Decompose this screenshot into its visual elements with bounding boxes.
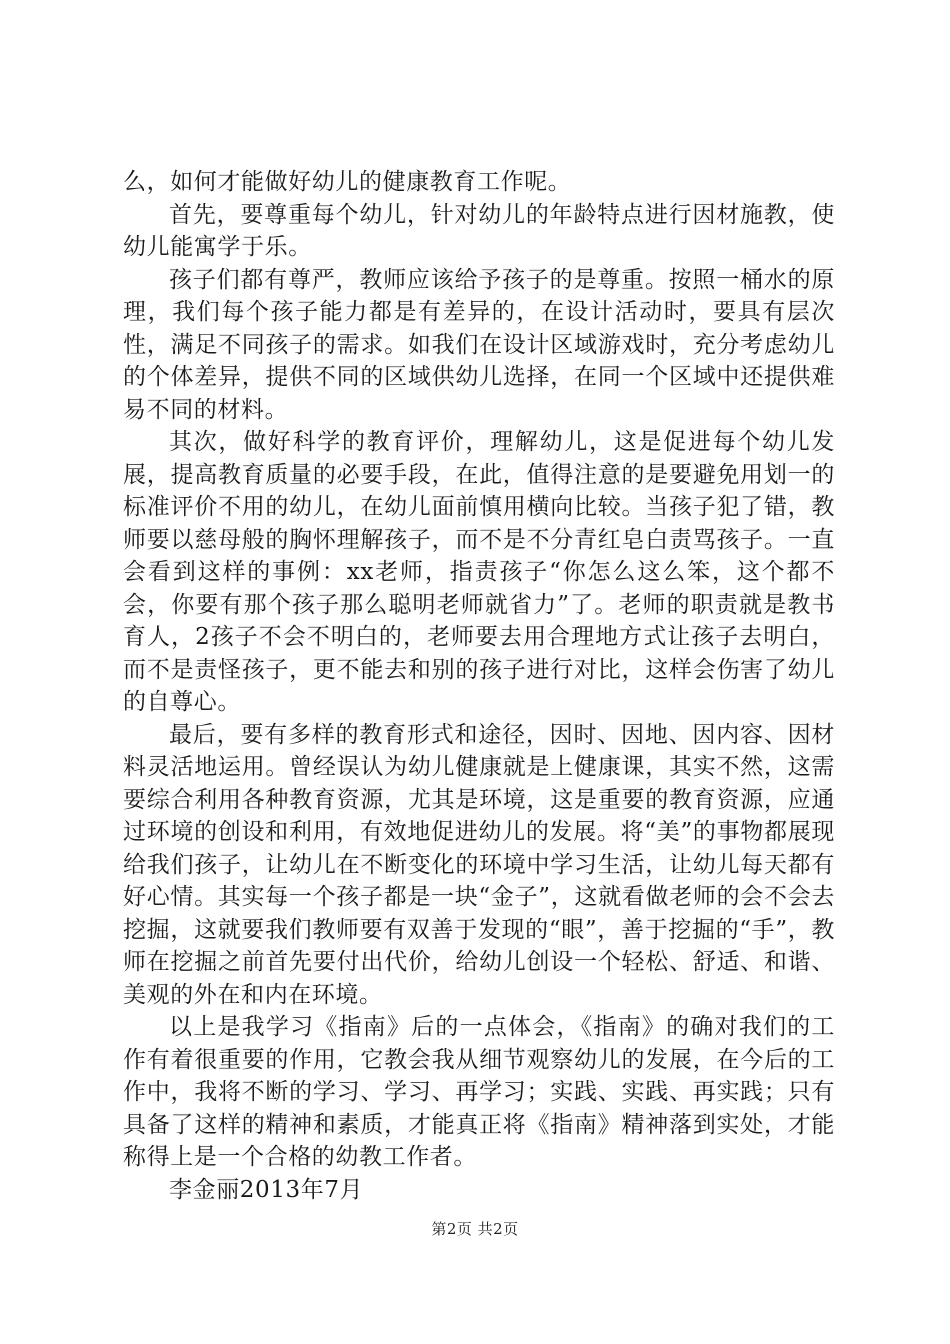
paragraph-last-point: 最后，要有多样的教育形式和途径，因时、因地、因内容、因材料灵活地运用。曾经误认为幼儿健康就是上健康课，其实不然，这需要综合利用各种教育资源，尤其是环境，这是重要的教育资源，应通过环境的创设和利用，有效地促进幼儿的发展。将“美”的事物都展现给我们孩子，让幼儿在不断变化的环境中学习生活，让幼儿每天都有好心情。其实每一个孩子都是一块“金子”，这就看做老师的会不会去挖掘，这就要我们教师要有双善于发现的“眼”，善于挖掘的“手”，教师在挖掘之前首先要付出代价，给幼儿创设一个轻松、舒适、和谐、美观的外在和内在环境。 [123, 721, 835, 1008]
paragraph-second-point: 其次，做好科学的教育评价，理解幼儿，这是促进每个幼儿发展，提高教育质量的必要手段，在此，值得注意的是要避免用划一的标准评价不用的幼儿，在幼儿面前慎用横向比较。当孩子犯了错，教师要以慈母般的胸怀理解孩子，而不是不分青红皂白责骂孩子。一直会看到这样的事例：xx老师，指责孩子“你怎么这么笨，这个都不会，你要有那个孩子那么聪明老师就省力”了。老师的职责就是教书育人，2孩子不会不明白的，老师要去用合理地方式让孩子去明白，而不是责怪孩子，更不能去和别的孩子进行对比，这样会伤害了幼儿的自尊心。 [123, 429, 835, 715]
page-footer [0, 1218, 950, 1239]
paragraph-continuation: 么，如何才能做好幼儿的健康教育工作呢。 [123, 169, 572, 195]
paragraph-first-point: 首先，要尊重每个幼儿，针对幼儿的年龄特点进行因材施教，使幼儿能寓学于乐。 [123, 201, 835, 260]
signature-line: 李金丽2013年7月 [169, 1176, 364, 1203]
page-number: 第2页 共2页 [431, 1220, 519, 1238]
paragraph-respect: 孩子们都有尊严，教师应该给予孩子的是尊重。按照一桶水的原理，我们每个孩子能力都是有差异的，在设计活动时，要具有层次性，满足不同孩子的需求。如我们在设计区域游戏时，充分考虑幼儿的个体差异，提供不同的区域供幼儿选择，在同一个区域中还提供难易不同的材料。 [123, 266, 835, 423]
document-body [123, 166, 835, 1206]
paragraph-conclusion: 以上是我学习《指南》后的一点体会，《指南》的确对我们的工作有着很重要的作用，它教会我从细节观察幼儿的发展，在今后的工作中，我将不断的学习、学习、再学习；实践、实践、再实践；只有具备了这样的精神和素质，才能真正将《指南》精神落到实处，才能称得上是一个合格的幼教工作者。 [123, 1014, 835, 1170]
